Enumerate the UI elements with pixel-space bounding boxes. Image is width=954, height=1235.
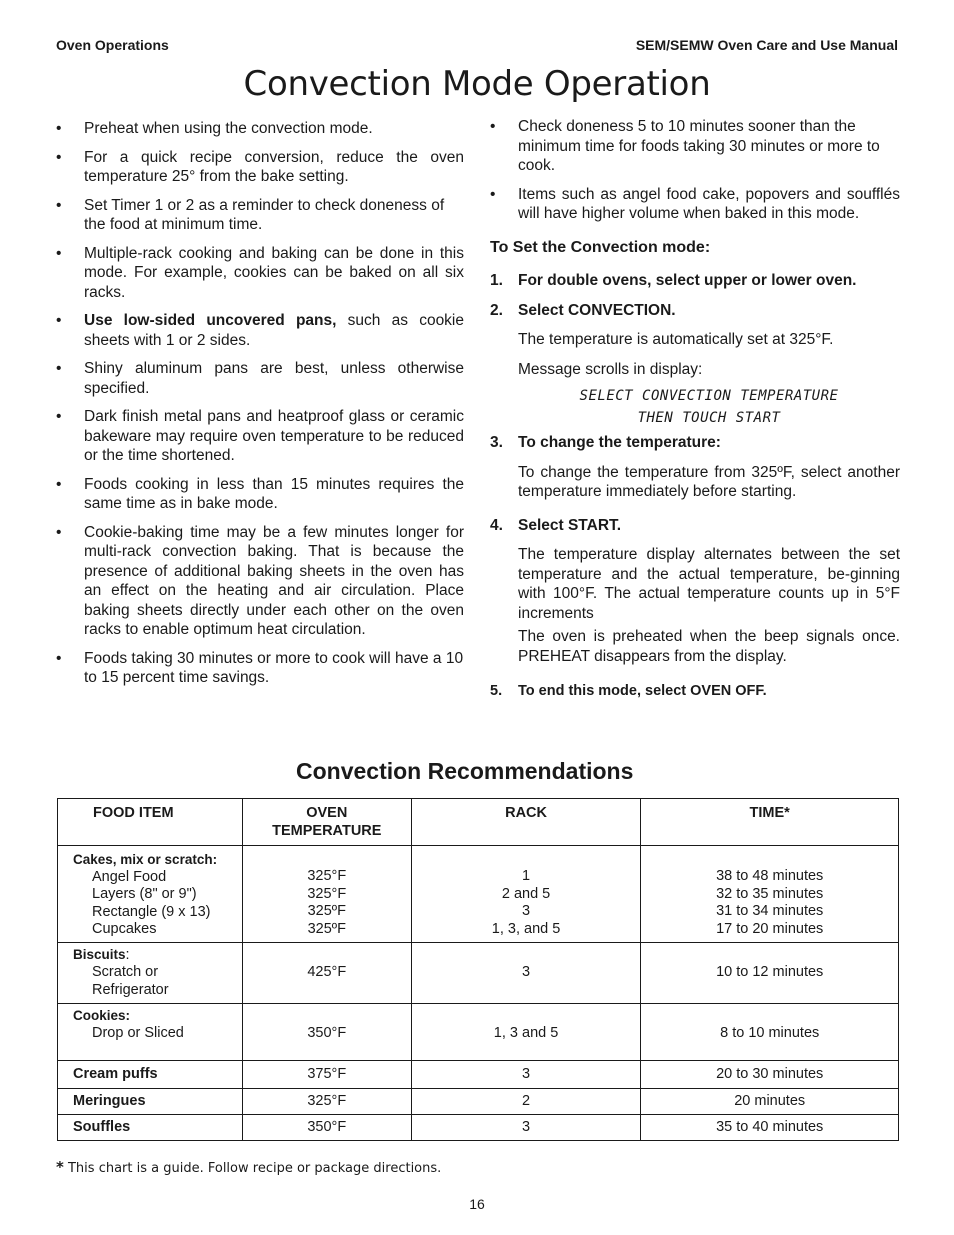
- step-number: 4.: [490, 516, 503, 534]
- tip-item: • Check doneness 5 to 10 minutes sooner than the minimum time for foods taking 30 minutes or more to cook.: [490, 117, 900, 176]
- rack-value: 1: [522, 868, 531, 884]
- food-name: Meringues: [58, 1089, 243, 1115]
- set-convection-heading: To Set the Convection mode:: [490, 238, 711, 256]
- column-header-rack: RACK: [411, 799, 641, 846]
- step-4-detail: The temperature display alternates between the set temperature and the actual temperature, be-ginning with 100°F. The actual temperature counts up in 5°F increments: [518, 546, 900, 622]
- time-value: 38 to 48 minutes: [716, 868, 824, 884]
- step-3: [490, 433, 900, 453]
- display-message: [518, 385, 900, 429]
- food-name: Rectangle (9 x 13): [92, 903, 211, 920]
- time-value: 20 to 30 minutes: [641, 1061, 899, 1089]
- food-name: Cupcakes: [92, 921, 157, 937]
- food-cell: [58, 942, 243, 1004]
- tip-item: • Foods taking 30 minutes or more to cook will have a 10 to 15 percent time savings.: [56, 649, 464, 688]
- food-name: Souffles: [58, 1115, 243, 1141]
- step-number: 1.: [490, 272, 503, 289]
- temperature-value: 350°F: [242, 1004, 411, 1061]
- rack-value: 3: [411, 942, 641, 1004]
- rack-value: 3: [411, 1115, 641, 1141]
- food-group-label: Cakes, mix or scratch:: [73, 852, 218, 867]
- food-name: Drop or Sliced: [92, 1024, 184, 1041]
- column-header-time: TIME*: [641, 799, 899, 846]
- temperature-value: 425°F: [242, 942, 411, 1004]
- time-value: 32 to 35 minutes: [716, 885, 824, 902]
- tip-item: • For a quick recipe conversion, reduce the oven temperature 25° from the bake setting.: [56, 148, 464, 187]
- temperature-value: 375°F: [242, 1061, 411, 1089]
- time-value: 10 to 12 minutes: [641, 942, 899, 1004]
- column-header-food: FOOD ITEM: [58, 799, 243, 846]
- header-manual-title: SEM/SEMW Oven Care and Use Manual: [635, 37, 898, 53]
- right-column: [490, 117, 900, 712]
- step-text: For double ovens, select upper or lower oven.: [518, 272, 857, 289]
- step-text: To end this mode, select OVEN OFF.: [518, 683, 767, 699]
- page-title: Convection Mode Operation: [243, 64, 711, 104]
- step-number: 5.: [490, 683, 503, 699]
- header-section-label: Oven Operations: [56, 37, 169, 53]
- tip-item: • Multiple-rack cooking and baking can be done in this mode. For example, cookies can be baked on all six racks.: [56, 244, 464, 303]
- temperature-cell: [242, 846, 411, 943]
- temperature-value: 325°F: [307, 868, 347, 884]
- time-value: 8 to 10 minutes: [641, 1004, 899, 1061]
- tip-item: • Preheat when using the convection mode.: [56, 119, 464, 139]
- footnote-text: This chart is a guide. Follow recipe or package directions.: [63, 1161, 442, 1176]
- step-number: 3.: [490, 434, 503, 451]
- step-text: Select CONVECTION.: [518, 301, 676, 319]
- left-column: [56, 119, 464, 697]
- table-row: [58, 1115, 899, 1141]
- tip-item: • Shiny aluminum pans are best, unless otherwise specified.: [56, 359, 464, 398]
- step-4: [490, 516, 900, 536]
- rack-value: 2: [411, 1089, 641, 1115]
- rack-cell: [411, 846, 641, 943]
- tips-list-right: [490, 117, 900, 224]
- tip-item-low-sided-pans: [56, 311, 464, 350]
- food-group-label: Biscuits:: [73, 946, 130, 963]
- time-value: 20 minutes: [641, 1089, 899, 1115]
- step-3-detail: To change the temperature from 325ºF, select another temperature immediately before starting.: [518, 463, 900, 500]
- temperature-value: 325°F: [307, 885, 347, 902]
- tip-text: such as cookie sheets with 1 or 2 sides.: [84, 312, 464, 349]
- food-name: Layers (8" or 9"): [92, 886, 197, 902]
- food-cell: [58, 1004, 243, 1061]
- step-4-preheat-note: The oven is preheated when the beep signals once. PREHEAT disappears from the display.: [518, 628, 900, 665]
- tip-item: • Dark finish metal pans and heatproof glass or ceramic bakeware may require oven temperature to be reduced or the time shortened.: [56, 407, 464, 466]
- step-2: [490, 301, 900, 321]
- step-5: [490, 682, 900, 702]
- food-group-label: Cookies:: [73, 1008, 131, 1023]
- temperature-value: 325ºF: [307, 903, 346, 919]
- time-value: 35 to 40 minutes: [641, 1115, 899, 1141]
- rack-value: 1, 3 and 5: [411, 1004, 641, 1061]
- step-2-message-intro: Message scrolls in display:: [518, 360, 703, 378]
- column-header-temperature: OVEN TEMPERATURE: [242, 799, 411, 846]
- table-footnote: [56, 1158, 441, 1176]
- food-name: Angel Food: [92, 868, 167, 885]
- time-cell: [641, 846, 899, 943]
- step-text: To change the temperature:: [518, 434, 721, 451]
- table-header-row: [58, 799, 899, 846]
- table-row: [58, 1061, 899, 1089]
- rack-value: 3: [522, 903, 531, 919]
- recommendations-title: Convection Recommendations: [296, 758, 634, 784]
- food-cell: [58, 846, 243, 943]
- temperature-value: 325°F: [242, 1089, 411, 1115]
- step-2-detail: The temperature is automatically set at 325°F.: [518, 331, 834, 348]
- page-number: 16: [469, 1196, 485, 1212]
- rack-value: 1, 3, and 5: [491, 920, 561, 937]
- tips-list-left: [56, 119, 464, 688]
- display-message-line: SELECT CONVECTION TEMPERATURE: [579, 388, 839, 404]
- temperature-value: 350°F: [242, 1115, 411, 1141]
- convection-recommendations-table: [57, 798, 899, 1141]
- food-name: Refrigerator: [92, 981, 169, 998]
- rack-value: 3: [411, 1061, 641, 1089]
- footnote-star: *: [56, 1158, 64, 1176]
- tip-item: • Set Timer 1 or 2 as a reminder to check doneness of the food at minimum time.: [56, 196, 464, 235]
- tip-item: • Cookie-baking time may be a few minutes longer for multi-rack convection baking. That is because the presence of additional baking sheets in the oven has an effect on the heating and air circulation. Place baking sheets directly under each other on the oven racks to enable optimum heat circulation.: [56, 523, 464, 640]
- food-name: Scratch or: [92, 964, 159, 980]
- rack-value: 2 and 5: [501, 885, 551, 902]
- tip-item: • Foods cooking in less than 15 minutes requires the same time as in bake mode.: [56, 475, 464, 514]
- step-number: 2.: [490, 301, 503, 319]
- step-1: [490, 271, 900, 291]
- display-message-line: THEN TOUCH START: [637, 410, 781, 426]
- tip-emphasis: Use low-sided uncovered pans,: [84, 312, 337, 329]
- time-value: 31 to 34 minutes: [716, 903, 824, 919]
- tip-item: • Items such as angel food cake, popovers and soufflés will have higher volume when baked in this mode.: [490, 185, 900, 224]
- table-row: [58, 846, 899, 943]
- table-row: [58, 1089, 899, 1115]
- table-row: [58, 942, 899, 1004]
- food-name: Cream puffs: [58, 1061, 243, 1089]
- temperature-value: 325ºF: [307, 920, 346, 937]
- time-value: 17 to 20 minutes: [716, 920, 824, 937]
- step-text: Select START.: [518, 516, 622, 534]
- table-row: [58, 1004, 899, 1061]
